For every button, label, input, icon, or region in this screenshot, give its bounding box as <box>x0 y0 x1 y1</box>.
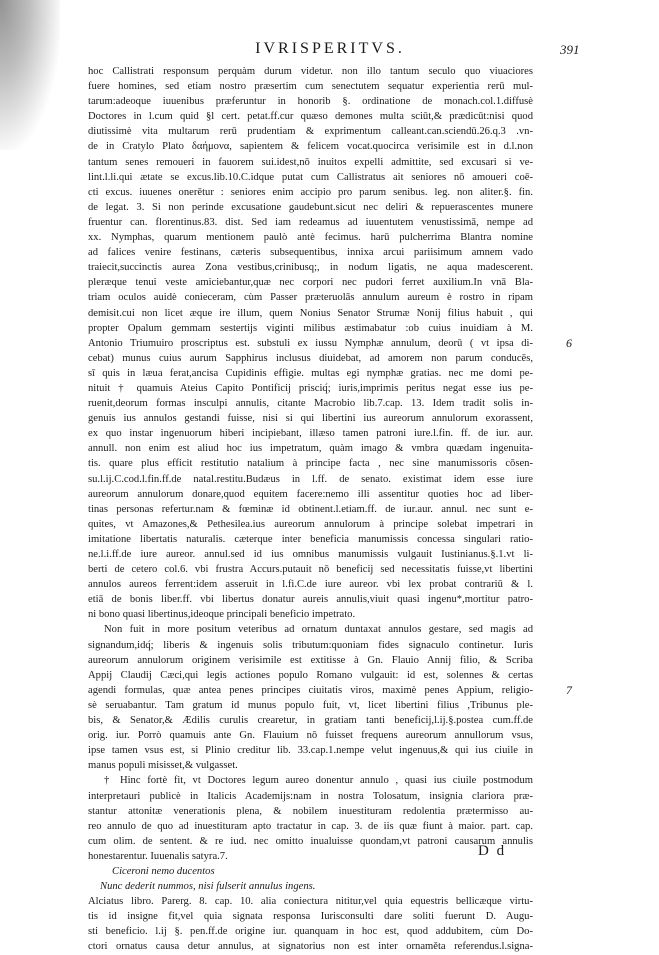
text-line: reo annulo de quo ad inuestituram apto tractatur in cap. 3. de iis quæ fiunt à maior. part. cap. <box>88 820 533 832</box>
text-line: diutissimè vita multarum rerū prudentiam & exprimentum calleant.can.sciendū.26.q.3 .vn- <box>88 126 533 138</box>
text-line: lint.l.li.qui ætate se excus.lib.10.C.idque putat cum Callistratus ait seniores nō amoueri coē- <box>88 171 533 183</box>
text-line: fruentur can. florentinus.83. dist. Sed iam redeamus ad iuuentutem venustissimā, nempe ad <box>88 216 533 228</box>
text-line: † Hinc fortè fit, vt Doctores legum aureo donentur annulo , quasi ius ciuile postmodum <box>104 775 533 787</box>
text-line: ctori ornatus causa detur annulus, at signatorius non est inter ornaměta referendus.l.signa- <box>88 941 533 953</box>
text-line: de legat. 3. Si non perinde excusatione gaudebunt.sicut nec deliri & repuerascentes munere <box>88 201 533 213</box>
text-line: agendi formulas, quæ antea penes principes ciuitatis viros, maximè penes Appium, religio- <box>88 684 533 696</box>
text-line: de in Cratylo Plato δαήμονα, sapientem & felicem vocat.quocirca verisimile est in d.l.non <box>88 141 533 153</box>
running-head <box>0 40 659 64</box>
margin-note-7: 7 <box>566 683 572 697</box>
text-line: Doctores in l.cum quid §l cert. petat.ff.cur quæso demones multa sciūt,& prædicūt:nisi quod <box>88 111 533 123</box>
text-line: propter Opalum gemmam sestertijs viginti milibus æstimabatur :ob cuius inuidiam à M. <box>88 322 533 334</box>
verse-quote-line: Nunc dederit nummos, nisi fulserit annulus ingens. <box>100 881 316 893</box>
text-line: su.l.ij.C.cod.l.fin.ff.de natal.restitu.Budæus in l.ff. de senato. existimat idem esse iure <box>88 473 533 485</box>
text-line: signandum,idq́; liberis & ingenuis solis tributum:quoniam fides signaculo continetur. Iuris <box>88 639 533 651</box>
body-text <box>88 64 533 955</box>
text-line: Antonio Triumuiro proscriptus est. substuli ex iussu Nymphæ annulum, deorū ( vt ipsa di- <box>88 337 533 349</box>
text-line: xx. Nymphas, quarum mentionem paulò antè fecimus. harū pulcherrima Blantra nomine <box>88 232 533 244</box>
text-line: pleræque tenui veste amiciebantur,quæ nec corpori nec pudori ferret auxilium.In vnā Bla- <box>88 277 533 289</box>
text-line: genuis ius annulos gestandi fuisse, nisi si qui libertini ius aureorum annulorum exorassent, <box>88 413 533 425</box>
text-line: cebat) munus cuius aurum Sapphirus inclusus diuidebat, ad amorem non parum conducēs, <box>88 352 533 364</box>
text-line: tarum:adeoque iuuenibus præferuntur in honorib §. ordinatione de monach.col.1.diffusè <box>88 96 533 108</box>
text-line: ad falices venire festinans, cæteris subsequentibus, innixa arcui pariisimum amnem vado <box>88 247 533 259</box>
text-line: Alciatus libro. Parerg. 8. cap. 10. alia coniectura nititur,vel quia equestris bellicæque virtu- <box>88 896 533 908</box>
page-number: 391 <box>560 42 580 57</box>
page-corner-shadow <box>0 0 60 150</box>
text-line: sti beneficio. l.ij §. pen.ff.de origine iur. quanquam in hoc est, quod addubitem, cùm Do- <box>88 926 533 938</box>
text-line: cum olim. de sentent. & re iud. nec omitto inualuisse quondam,vt patroni causarum annulis <box>88 835 533 847</box>
text-line: ruenit,deorum formas insculpi annulis, citante Macrobio lib.7.cap. 13. Idem tradit solis in- <box>88 398 533 410</box>
text-line: imitatione libertatis naturalis. cæterque inter beneficia manumissis concessa singulari ratio- <box>88 533 533 545</box>
text-line: ex quo instar ingenuorum hiberi incipiebant, illæso tamen patroni iure.l.fin. ff. de iur. aur. <box>88 428 533 440</box>
text-line: annull. non enim est aliud hoc ius impetratum, quàm imago & vmbra quædam ingenuita- <box>88 443 533 455</box>
verse-quote-line: Ciceroni nemo ducentos <box>112 865 215 877</box>
text-line: Non fuit in more positum veteribus ad ornatum duntaxat annulos gestare, sed magis ad <box>104 624 533 636</box>
text-line: nituit † quamuis Ateius Capito Pontificij prisciq́; iuris,imprimis peritus negat esse ius pe- <box>88 382 533 394</box>
text-line: Appij Claudij Cæci,qui legis actiones populo Romano vulgauit: id est, solennes & certas <box>88 669 533 681</box>
text-line: tinas personas refertur.nam & fœminæ id obtinent.l.etiam.ff. de iur.aur. annul. nec sunt e- <box>88 503 533 515</box>
text-line: quites, vt Amazones,& Pethesilea.ius aureorum annulorum à principe solebat impetrari in <box>88 518 533 530</box>
text-line: interpretauri publicè in Italicis Academijs:nam in nostra Tolosatum, insignia clariora præ- <box>88 790 533 802</box>
text-line: traiecit,succinctis aurea Zona vestibus,crinibusq;, in nodum ligatis, ne aqua madescerent. <box>88 262 533 274</box>
text-line: annulos aureos ferrent:idem asseruit in l.fi.C.de iure aureor. vbi lex probat contrariū & l. <box>88 579 533 591</box>
text-line: tantum senes remoueri in fauorem sui.idest,nō inuitos expelli admittite, sed excusari si ve- <box>88 156 533 168</box>
text-line: orig. iur. Porrò quamuis ante Gn. Flauium nō fuisset frequens aureorum annullorum vsus, <box>88 730 533 742</box>
text-line: manus populi misisset,& vulgasset. <box>88 760 238 772</box>
margin-note-6: 6 <box>566 336 572 350</box>
text-line: stantur attonitæ venerationis plena, & nobilem inuestituram redolentia prætermisso au- <box>88 805 533 817</box>
text-line: sī quis in læua ferat,ancisa Cupidinis effigie. multas egi nymphæ gratias. nec me domi pe- <box>88 367 533 379</box>
text-line: tis. quare plus efficit restitutio natalium à principe facta , nec sine manumissoris cōsen- <box>88 458 533 470</box>
text-line: berti de cetero col.6. vbi frustra Accurs.putauit nō beneficij sed necessitatis fuisse,vt libertini <box>88 564 533 576</box>
text-line: demisit.cui non licet æque ire illum, quem Nonius Senator Strumæ Nonij filius habuit , qui <box>88 307 533 319</box>
text-line: cti excus. iuuenes onerētur : seniores enim accipio pro parum senibus. leg. non aliter.§. fin. <box>88 186 533 198</box>
text-line: aureorum annulorum originem verisimile est extitisse à Gn. Flauio Annij filio, & Scriba <box>88 654 533 666</box>
running-title: IVRISPERITVS. <box>255 40 405 57</box>
text-line: ni bono quasi libertinus,ideoque principali beneficio impetrato. <box>88 609 356 621</box>
text-line: bis, & Senator,& Ædilis curulis crearetur, in gratiam tanti beneficij,l.ij.§.postea cum.ff.de <box>88 715 533 727</box>
text-line: aureorum annulorum donare,quod equitem facere:nemo illi assentitur quoties hoc ad liber- <box>88 488 533 500</box>
text-line: ipse tamen vsus est, si Plinio creditur lib. 33.cap.1.nempe velut ingenuus,& qui ius ciuile in <box>88 745 533 757</box>
text-line: hoc Callistrati responsum perquàm durum videtur. non illo tantum seculo quo viuaciores <box>88 66 533 77</box>
text-line: ne.l.i.ff.de iure aureor. annul.sed id ius omnibus manumissis vulgauit Iustinianus.§.1.vt li- <box>88 549 533 560</box>
text-line: triam oculos auidè conieceram, cùm Passer præteruolās annulum aureum è rostro in ripam <box>88 292 533 304</box>
text-line: etiā de bonis liber.ff. vbi libertus donatur aureis annulis,viuit quasi ingenu*,mortitur patro- <box>88 594 533 606</box>
signature-mark: D d <box>478 843 507 859</box>
text-line: honestarentur. Iuuenalis satyra.7. <box>88 850 228 862</box>
text-line: fuere homines, sed etiam nostro præsertim cum senectutem sequatur experientia rerū mul- <box>88 81 533 93</box>
text-line: tis id insigne fit,vel quia signata responsa Iurisconsulti dare soliti fuerunt D. Augu- <box>88 911 533 923</box>
text-line: sè seruabantur. Tam gratum id munus populo fuit, vt, licet libertini filius ,Tribunus ple- <box>88 699 533 711</box>
